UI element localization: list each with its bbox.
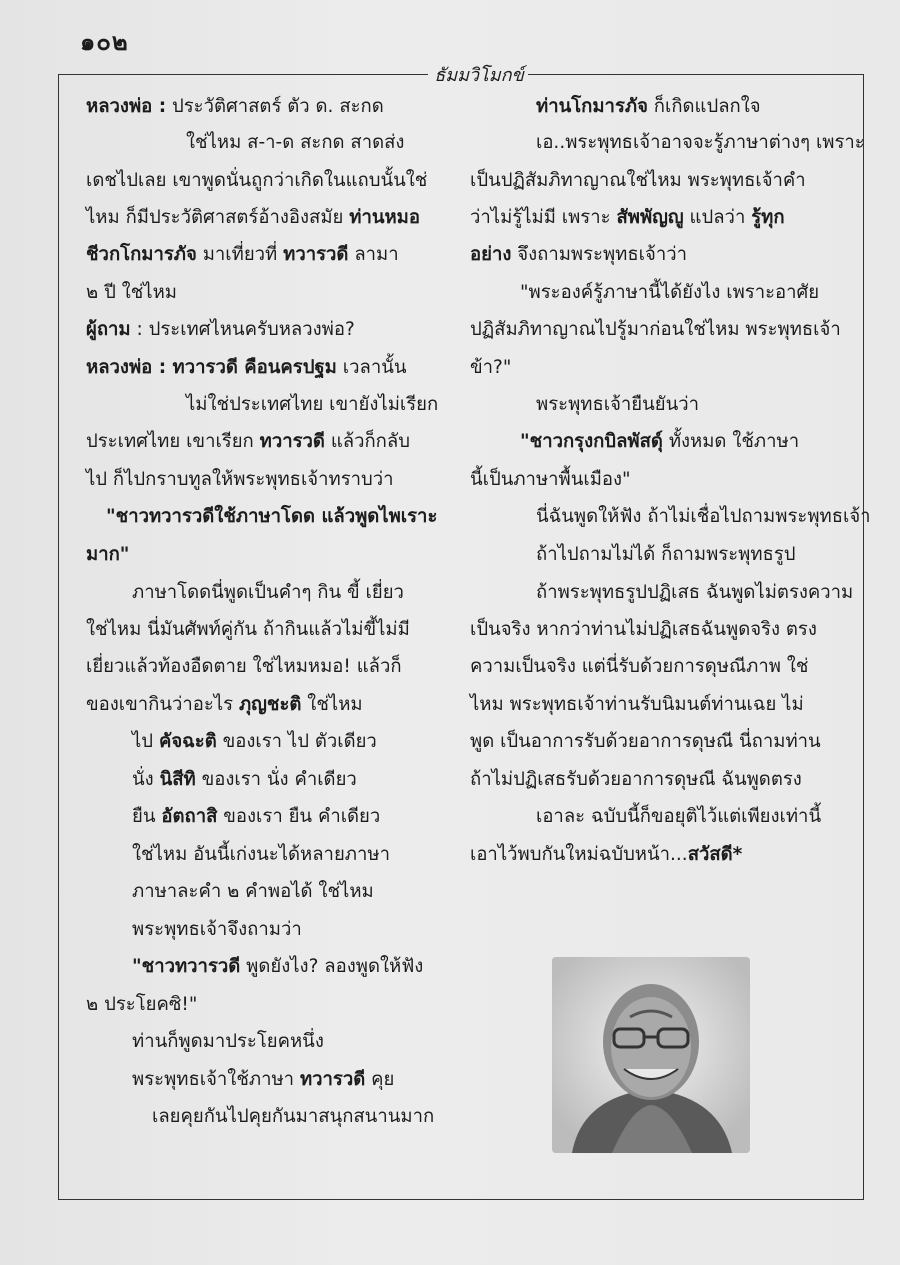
left-bold-term: "ชาวทวารวดี — [132, 956, 241, 977]
left-bold-term: คัจฉะติ — [158, 731, 217, 752]
right-line — [536, 540, 796, 570]
left-line — [132, 765, 357, 795]
left-text: นั่ง — [132, 769, 160, 790]
right-text: ว่าไม่รู้ไม่มี เพราะ — [470, 207, 617, 228]
right-line — [470, 765, 802, 795]
right-bold-term: "ชาวกรุงกบิลพัสดุ์ — [520, 431, 663, 452]
right-line — [470, 840, 742, 870]
right-text: ทั้งหมด ใช้ภาษา — [662, 431, 800, 452]
left-line — [86, 690, 363, 720]
left-text: ภาษาโดดนี่พูดเป็นคำๆ กิน ขี้ เยี่ยว — [132, 582, 404, 603]
left-line — [132, 877, 374, 907]
left-bold-term: ทวารวดี — [259, 431, 325, 452]
left-line — [86, 166, 427, 196]
right-text: แปลว่า — [683, 207, 752, 228]
left-text: ๒ ประโยคซิ!" — [86, 994, 198, 1015]
left-line — [86, 990, 197, 1020]
left-text: มาเที่ยวที่ — [196, 244, 284, 265]
right-text: ถ้าไม่ปฏิเสธรับด้วยอาการดุษณี ฉันพูดตรง — [470, 769, 802, 790]
left-line — [86, 465, 394, 495]
right-bold-term: รู้ทุก — [751, 207, 785, 228]
left-text: ใช่ไหม — [301, 694, 363, 715]
left-text: แล้วก็กลับ — [324, 431, 410, 452]
left-text: ของเรา ยืน คำเดียว — [217, 806, 381, 827]
left-text: ใช่ไหม นี่มันศัพท์คู่กัน ถ้ากินแล้วไม่ขี้ไม่มี — [86, 619, 410, 640]
left-bold-term: นิสีทิ — [159, 769, 196, 790]
left-text: ประวัติศาสตร์ ตัว ด. สะกด — [166, 96, 384, 117]
left-line — [86, 92, 384, 122]
left-line — [132, 578, 404, 608]
right-text: พระพุทธเจ้ายืนยันว่า — [536, 394, 700, 415]
right-text: เอาไว้พบกันใหม่ฉบับหน้า... — [470, 844, 688, 865]
right-bold-term: ท่านโกมารภัจ — [536, 96, 648, 117]
left-line — [132, 1027, 324, 1057]
monk-portrait-photo — [552, 957, 750, 1153]
left-line — [132, 952, 423, 982]
left-line — [132, 802, 380, 832]
left-bold-term: ชีวกโกมารภัจ — [86, 244, 197, 265]
right-line — [470, 315, 841, 345]
left-text: ของเรา ไป ตัวเดียว — [216, 731, 377, 752]
left-line — [86, 353, 407, 383]
right-line — [536, 128, 865, 158]
right-text: จึงถามพระพุทธเจ้าว่า — [511, 244, 687, 265]
left-bold-term: หลวงพ่อ : ทวารวดี คือนครปฐม — [86, 357, 337, 378]
right-line — [536, 578, 853, 608]
left-line — [132, 727, 377, 757]
left-bold-term: มาก" — [86, 544, 130, 565]
right-bold-term: สวัสดี* — [687, 844, 743, 865]
right-line — [536, 92, 761, 122]
left-text: ไหม ก็มีประวัติศาสตร์อ้างอิงสมัย — [86, 207, 350, 228]
right-line — [536, 502, 871, 532]
left-line — [86, 278, 177, 308]
left-line — [86, 615, 410, 645]
right-line — [470, 353, 511, 383]
left-line — [132, 840, 390, 870]
right-line — [520, 427, 799, 457]
right-text: ถ้าพระพุทธรูปปฏิเสธ ฉันพูดไม่ตรงความ — [536, 582, 854, 603]
left-line — [186, 390, 438, 420]
right-text: พูด เป็นอาการรับด้วยอาการดุษณี นี่ถามท่าน — [470, 731, 821, 752]
left-text: ไป — [132, 731, 159, 752]
left-line — [86, 427, 410, 457]
left-bold-term: หลวงพ่อ : — [86, 96, 167, 117]
left-text: ท่านก็พูดมาประโยคหนึ่ง — [132, 1031, 324, 1052]
left-text: เดชไปเลย เขาพูดนั่นถูกว่าเกิดในแถบนั้นใช่ — [86, 170, 428, 191]
left-text: : ประเทศไหนครับหลวงพ่อ? — [130, 319, 355, 340]
left-text: ๒ ปี ใช่ไหม — [86, 282, 177, 303]
right-line — [470, 690, 804, 720]
left-text: ไม่ใช่ประเทศไทย เขายังไม่เรียก — [186, 394, 439, 415]
right-line — [470, 727, 821, 757]
right-text: เอ..พระพุทธเจ้าอาจจะรู้ภาษาต่างๆ เพราะ — [536, 132, 865, 153]
right-text: ปฏิสัมภิทาญาณไปรู้มาก่อนใช่ไหม พระพุทธเจ้า — [470, 319, 841, 340]
header-title: ธัมมวิโมกข์ — [434, 65, 524, 86]
left-text: ลามา — [348, 244, 399, 265]
right-bold-term: สัพพัญญู — [616, 207, 684, 228]
left-text: ใช่ไหม ส-า-ด สะกด สาดส่ง — [186, 132, 405, 153]
right-text: ความเป็นจริง แต่นี่รับด้วยการดุษณีภาพ ใช่ — [470, 656, 809, 677]
right-text: ไหม พระพุทธเจ้าท่านรับนิมนต์ท่านเฉย ไม่ — [470, 694, 804, 715]
right-text: เป็นปฏิสัมภิทาญาณใช่ไหม พระพุทธเจ้าคำ — [470, 170, 806, 191]
left-line — [106, 502, 437, 532]
left-line — [86, 315, 355, 345]
right-bold-term: อย่าง — [470, 244, 512, 265]
left-text: เวลานั้น — [336, 357, 407, 378]
left-line — [132, 915, 302, 945]
left-bold-term: อัตถาสิ — [161, 806, 218, 827]
right-line — [470, 465, 631, 495]
portrait-icon — [552, 957, 750, 1153]
left-text: เลยคุยกันไปคุยกันมาสนุกสนานมาก — [152, 1106, 435, 1127]
left-text: พระพุทธเจ้าใช้ภาษา — [132, 1069, 300, 1090]
left-bold-term: ท่านหมอ — [349, 207, 420, 228]
left-line — [132, 1065, 394, 1095]
left-text: พูดยังไง? ลองพูดให้ฟัง — [240, 956, 424, 977]
right-text: เอาละ ฉบับนี้ก็ขอยุติไว้แต่เพียงเท่านี้ — [536, 806, 822, 827]
left-bold-term: ทวารวดี — [283, 244, 349, 265]
left-line — [86, 203, 420, 233]
left-bold-term: ภุญชะติ — [238, 694, 302, 715]
right-line — [470, 240, 687, 270]
right-line — [520, 278, 819, 308]
left-text: ยืน — [132, 806, 162, 827]
left-text: ของเรา นั่ง คำเดียว — [195, 769, 357, 790]
left-line — [186, 128, 404, 158]
right-text: "พระองค์รู้ภาษานี้ได้ยังไง เพราะอาศัย — [520, 282, 820, 303]
right-text: ก็เกิดแปลกใจ — [647, 96, 761, 117]
right-line — [536, 390, 699, 420]
left-text: พระพุทธเจ้าจึงถามว่า — [132, 919, 302, 940]
left-text: ไป ก็ไปกราบทูลให้พระพุทธเจ้าทราบว่า — [86, 469, 394, 490]
left-text: ภาษาละคำ ๒ คำพอได้ ใช่ไหม — [132, 881, 374, 902]
left-text: คุย — [365, 1069, 395, 1090]
right-text: ถ้าไปถามไม่ได้ ก็ถามพระพุทธรูป — [536, 544, 796, 565]
right-line — [470, 615, 817, 645]
right-text: เป็นจริง หากว่าท่านไม่ปฏิเสธฉันพูดจริง ตรง — [470, 619, 817, 640]
left-text: เยี่ยวแล้วท้องอืดตาย ใช่ไหมหมอ! แล้วก็ — [86, 656, 402, 677]
left-bold-term: ผู้ถาม — [86, 319, 131, 340]
left-line — [86, 652, 402, 682]
left-line — [86, 540, 129, 570]
left-text: ประเทศไทย เขาเรียก — [86, 431, 260, 452]
right-text: นี่ฉันพูดให้ฟัง ถ้าไม่เชื่อไปถามพระพุทธเจ้า — [536, 506, 871, 527]
left-line — [86, 240, 399, 270]
left-bold-term: ทวารวดี — [299, 1069, 366, 1090]
left-bold-term: "ชาวทวารวดีใช้ภาษาโดด แล้วพูดไพเราะ — [106, 506, 438, 527]
left-line — [152, 1102, 434, 1132]
right-line — [470, 652, 808, 682]
right-line — [536, 802, 821, 832]
right-text: ข้า?" — [470, 357, 512, 378]
left-text: ของเขากินว่าอะไร — [86, 694, 239, 715]
left-text: ใช่ไหม อันนี้เก่งนะได้หลายภาษา — [132, 844, 390, 865]
right-line — [470, 203, 785, 233]
right-text: นี้เป็นภาษาพื้นเมือง" — [470, 469, 631, 490]
right-line — [470, 166, 806, 196]
page-number: ๑๐๒ — [80, 28, 129, 56]
